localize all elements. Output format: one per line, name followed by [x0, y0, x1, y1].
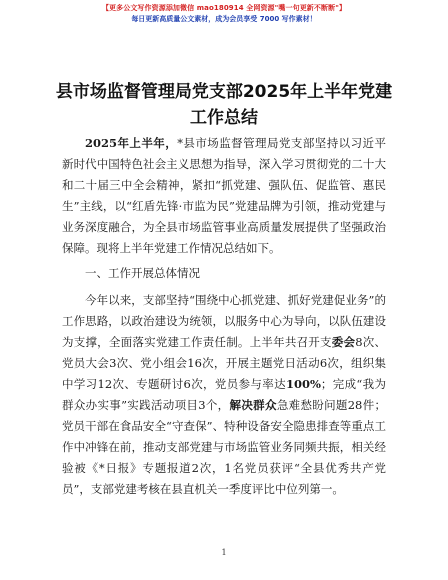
intro-paragraph [62, 133, 386, 259]
intro-text: *县市场监督管理局党支部坚持以习近平新时代中国特色社会主义思想为指导，深入学习贯彻党的二十大和二十届三中全会精神，紧扣“抓党建、强队伍、促监管、惠民生”主线，以“红盾先锋·市监为民”党建品牌为引领，推动党建与业务深度融合，为全县市场监管事业高质量发展提供了坚强政治保障。现将上半年党建工作情况总结如下。 [62, 136, 387, 255]
section-text-b: 8次、党员大会3次、党小组会16次，开展主题党日活动6次，组织集中学习12次、专题研讨6次，党员参与率达 [62, 335, 387, 391]
promo-banner [0, 3, 448, 25]
intro-lead: 2025年上半年， [85, 136, 178, 150]
promo-banner-line-2: 每日更新高质量公文素材，成为会员享受 7000 写作素材！ [131, 15, 317, 23]
promo-banner-line-1: 【更多公文写作资源添加微信 mao180914 全网资源"嘴一句更新不断断"】 [101, 4, 347, 12]
section-text-a: 今年以来，支部坚持“围绕中心抓党建、抓好党建促业务”的工作思路，以政治建设为统领，以服务中心为导向，以队伍建设为支撑，全面落实党建工作责任制。上半年共召开支 [62, 293, 386, 349]
section-bold-1: 委会 [331, 335, 356, 349]
section-paragraph [62, 290, 386, 500]
section-text-d: 急难愁盼问题28件；党员干部在食品安全“守查保”、特种设备安全隐患排查等重点工作中冲锋在前，推动支部党建与市场监管业务同频共振，相关经验被《*日报》专题报道2次，1名党员获评“全县优秀共产党员”，支部党建考核在县直机关一季度评比中位列第一。 [62, 398, 387, 496]
page-number: 1 [221, 548, 227, 557]
section-heading: 一、工作开展总体情况 [85, 266, 200, 280]
section-bold-3: 解决群众 [229, 398, 277, 412]
section-text-c: ；完成“我为群众办实事”实践活动项目3个， [62, 377, 386, 412]
document-title: 县市场监督管理局党支部2025年上半年党建工作总结 [55, 82, 393, 128]
section-bold-2: 100% [285, 377, 321, 391]
document-body [62, 133, 386, 500]
